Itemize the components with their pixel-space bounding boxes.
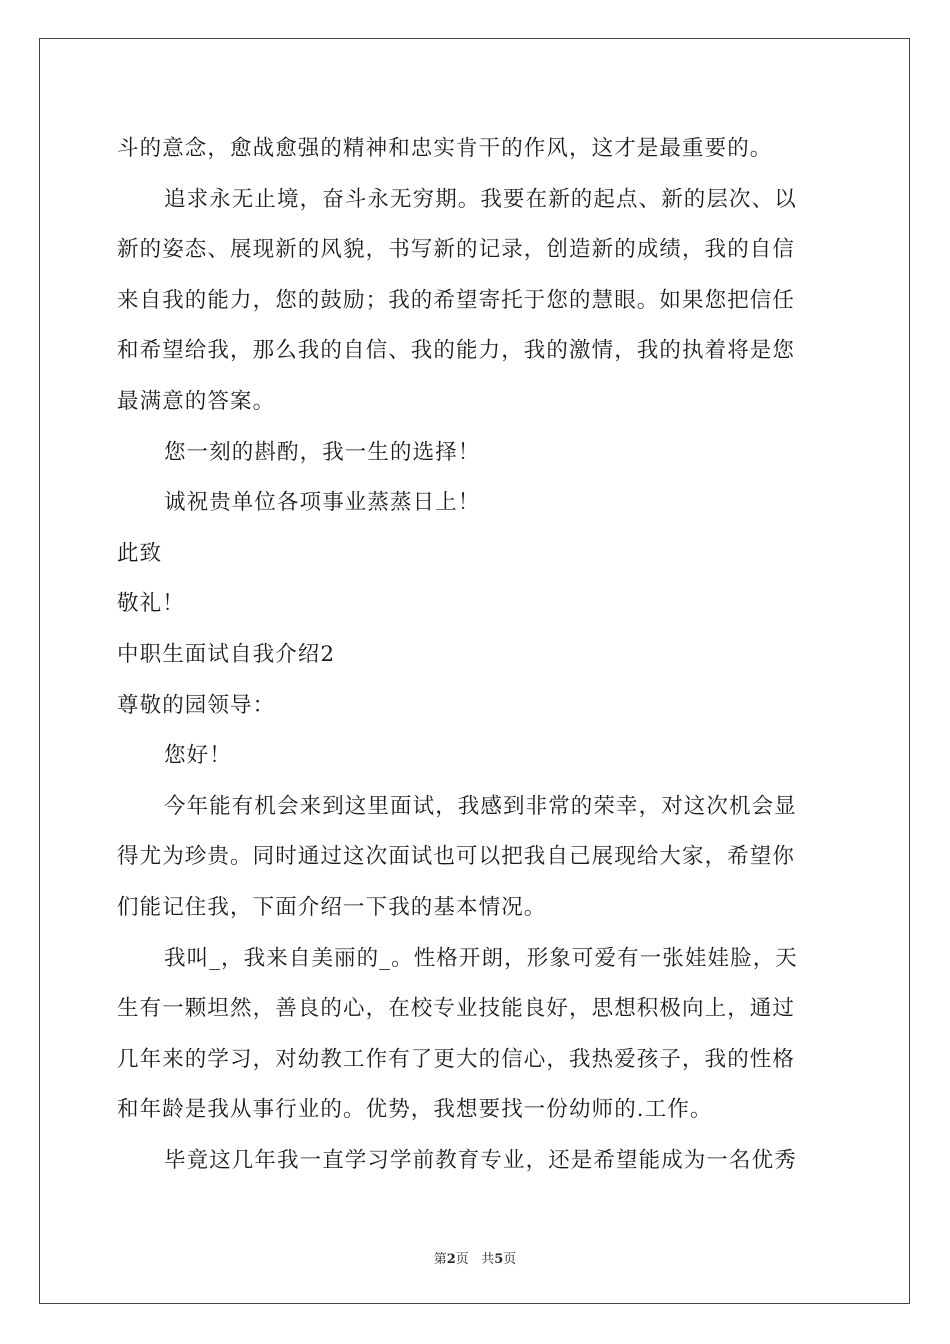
page-prefix: 第 [433, 1252, 447, 1267]
total-suffix: 页 [503, 1252, 517, 1267]
text-line: 和希望给我，那么我的自信、我的能力，我的激情，我的执着将是您 [117, 338, 796, 364]
text-line: 和年龄是我从事行业的。优势，我想要找一份幼师的.工作。 [117, 1097, 713, 1123]
section-title: 中职生面试自我介绍2 [117, 641, 336, 667]
text-line: 您一刻的斟酌，我一生的选择！ [164, 439, 481, 465]
total-prefix: 共 [481, 1252, 495, 1267]
text-line: 我叫_，我来自美丽的_。性格开朗，形象可爱有一张娃娃脸，天 [164, 945, 798, 971]
salutation-line: 敬礼！ [117, 591, 185, 617]
text-line: 生有一颗坦然，善良的心，在校专业技能良好，思想积极向上，通过 [117, 996, 796, 1022]
text-line: 几年来的学习，对幼教工作有了更大的信心，我热爱孩子，我的性格 [117, 1046, 796, 1072]
page-number: 2 [446, 1252, 456, 1267]
total-pages: 5 [494, 1252, 504, 1267]
text-line: 诚祝贵单位各项事业蒸蒸日上！ [164, 490, 481, 516]
page-footer [0, 1248, 950, 1267]
greeting-line: 尊敬的园领导： [117, 692, 276, 718]
page-suffix: 页 [455, 1252, 469, 1267]
text-line: 斗的意念，愈战愈强的精神和忠实肯干的作风，这才是最重要的。 [117, 136, 773, 161]
text-line: 新的姿态、展现新的风貌，书写新的记录，创造新的成绩，我的自信 [117, 237, 796, 263]
closing-line: 此致 [117, 540, 163, 566]
text-line: 最满意的答案。 [117, 388, 276, 414]
document-body [117, 124, 833, 1186]
text-line: 今年能有机会来到这里面试，我感到非常的荣幸，对这次机会显 [164, 793, 797, 819]
text-line: 毕竟这几年我一直学习学前教育专业，还是希望能成为一名优秀 [164, 1147, 797, 1173]
text-line: 们能记住我，下面介绍一下我的基本情况。 [117, 894, 547, 920]
text-line: 追求永无止境，奋斗永无穷期。我要在新的起点、新的层次、以 [164, 186, 797, 212]
text-line: 您好！ [164, 743, 232, 769]
text-line: 得尤为珍贵。同时通过这次面试也可以把我自己展现给大家，希望你 [117, 844, 796, 870]
text-line: 来自我的能力，您的鼓励；我的希望寄托于您的慧眼。如果您把信任 [117, 287, 796, 313]
